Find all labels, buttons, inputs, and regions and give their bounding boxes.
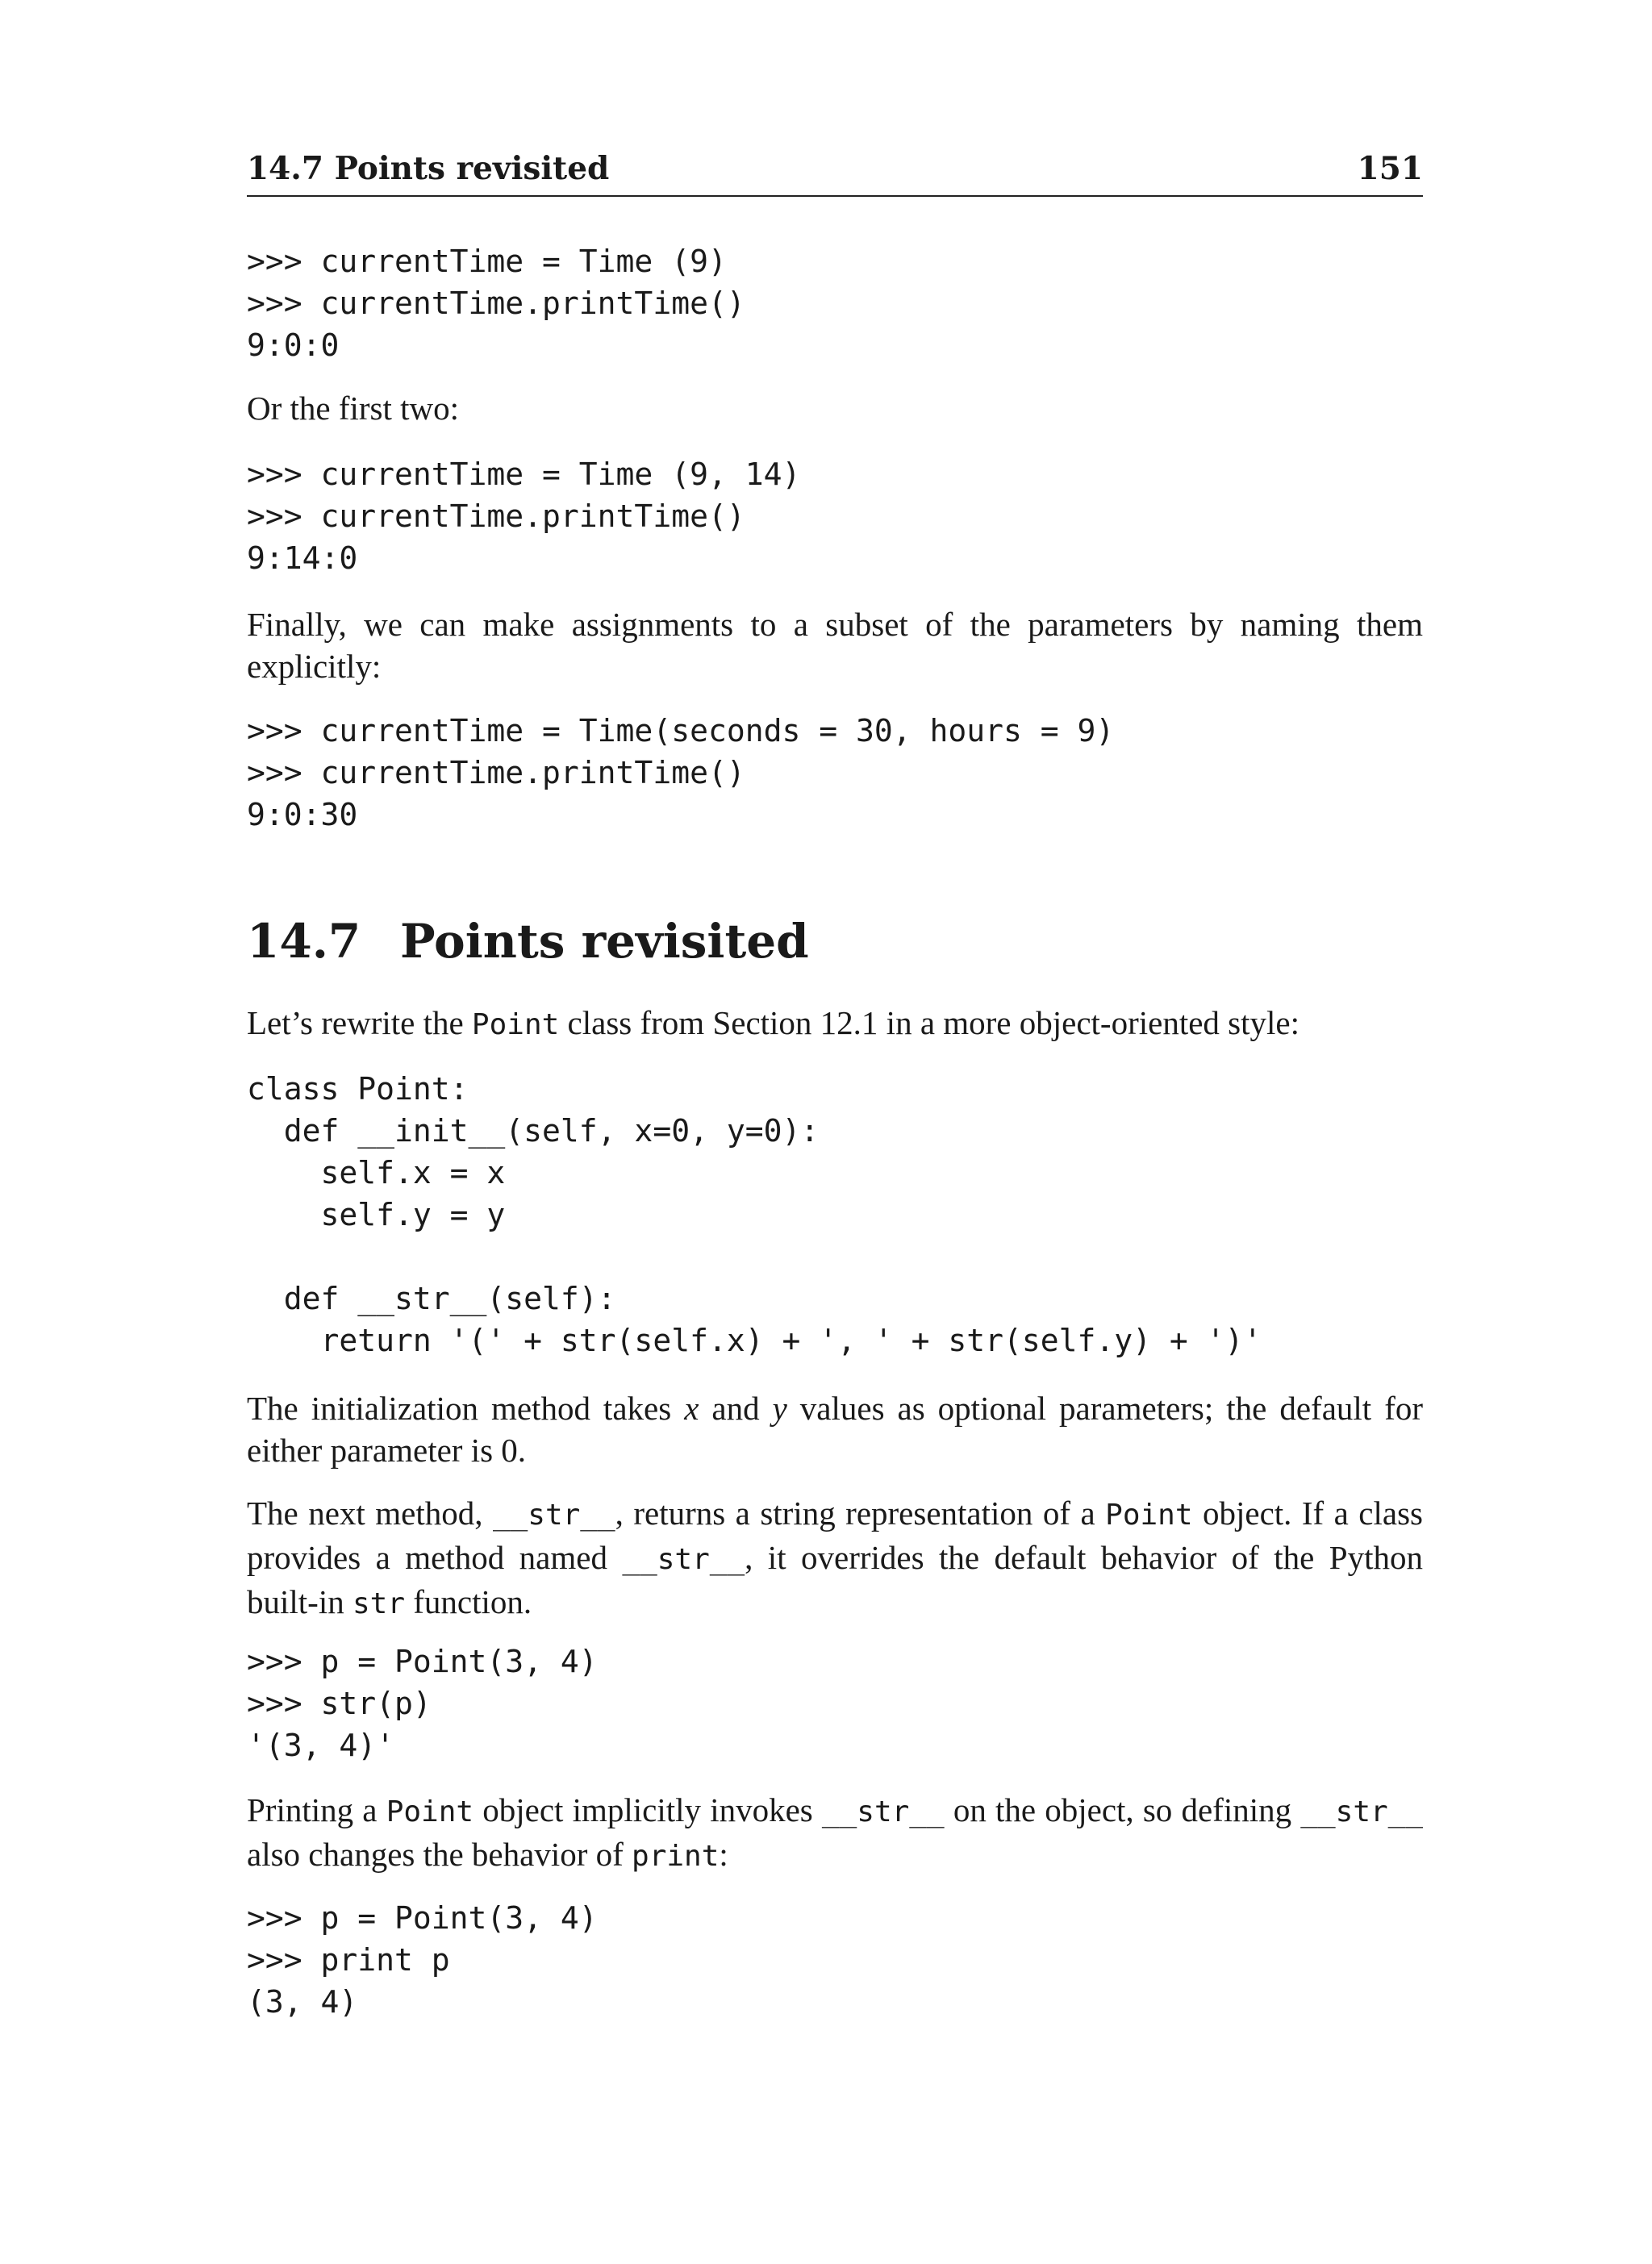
inline-code: __str__ (492, 1499, 615, 1532)
code-line: class Point: (247, 1071, 469, 1107)
text-run: The initialization method takes (247, 1390, 685, 1427)
code-line: '(3, 4)' (247, 1728, 395, 1763)
code-line (247, 1236, 1423, 1278)
inline-code: print (632, 1840, 720, 1873)
text-run: , returns a string representation of a (615, 1495, 1106, 1532)
text-run: Let’s rewrite the (247, 1004, 472, 1041)
text-run: and (699, 1390, 773, 1427)
paragraph-str-method (247, 1492, 1423, 1625)
math-y: y (772, 1390, 787, 1427)
code-line: def __init__(self, x=0, y=0): (247, 1113, 820, 1149)
text-run: class from Section 12.1 in a more object-oriented style: (559, 1004, 1299, 1041)
code-line: 9:14:0 (247, 540, 358, 576)
code-line: >>> currentTime = Time (9) (247, 244, 727, 279)
inline-code: Point (386, 1795, 474, 1828)
section-title: Points revisited (400, 914, 809, 969)
code-line: self.y = y (247, 1197, 506, 1232)
code-line: 9:0:0 (247, 327, 340, 363)
paragraph-printing-point (247, 1789, 1423, 1878)
page-number: 151 (1357, 150, 1423, 187)
code-block-point-class (247, 1068, 1423, 1361)
paragraph-initialization (247, 1387, 1423, 1471)
paragraph-rewrite-point (247, 1002, 1423, 1046)
code-line: >>> currentTime.printTime() (247, 755, 745, 790)
code-line: >>> p = Point(3, 4) (247, 1644, 598, 1679)
section-number: 14.7 (247, 914, 361, 969)
text-run: The next method, (247, 1495, 493, 1532)
text-run: object implicitly invokes (473, 1791, 822, 1828)
code-line: return '(' + str(self.x) + ', ' + str(self.y) + ')' (247, 1323, 1262, 1358)
paragraph-first-two: Or the first two: (247, 390, 460, 427)
code-line: 9:0:30 (247, 797, 358, 832)
code-line: >>> currentTime.printTime() (247, 286, 745, 321)
code-block-3 (247, 710, 1423, 836)
text-run: : (719, 1836, 728, 1873)
code-line: (3, 4) (247, 1984, 358, 2020)
section-heading (247, 913, 809, 969)
code-line: def __str__(self): (247, 1281, 616, 1316)
text-run: object. If a class provides a method named (247, 1495, 1423, 1576)
code-block-5 (247, 1641, 1423, 1766)
text-run: also changes the behavior of (247, 1836, 632, 1873)
code-line: >>> currentTime = Time (9, 14) (247, 457, 801, 492)
code-line: >>> currentTime.printTime() (247, 498, 745, 534)
inline-code: __str__ (1300, 1795, 1424, 1828)
inline-code: str (352, 1587, 405, 1620)
text-run: function. (405, 1583, 532, 1620)
running-title: 14.7 Points revisited (247, 150, 610, 187)
math-x: x (684, 1390, 699, 1427)
code-block-1 (247, 240, 1423, 366)
page-header (247, 144, 1423, 197)
text-run: values as optional parameters; the default for either parameter is 0. (247, 1390, 1423, 1469)
code-block-2 (247, 453, 1423, 579)
text-run: , it overrides the default behavior of the Python built-in (247, 1539, 1423, 1620)
code-line: self.x = x (247, 1155, 506, 1190)
inline-code: Point (471, 1008, 560, 1041)
code-line: >>> str(p) (247, 1686, 432, 1721)
inline-code: __str__ (821, 1795, 945, 1828)
text-run: on the object, so defining (944, 1791, 1301, 1828)
code-line: >>> print p (247, 1942, 450, 1978)
code-block-6 (247, 1897, 1423, 2023)
inline-code: Point (1105, 1499, 1193, 1532)
text-run: Printing a (247, 1791, 386, 1828)
code-line: >>> p = Point(3, 4) (247, 1900, 598, 1936)
code-line: >>> currentTime = Time(seconds = 30, hours = 9) (247, 713, 1115, 748)
inline-code: __str__ (622, 1543, 745, 1576)
paragraph-explicit-assignment: Finally, we can make assignments to a subset of the parameters by naming them explicitly: (247, 606, 1423, 685)
